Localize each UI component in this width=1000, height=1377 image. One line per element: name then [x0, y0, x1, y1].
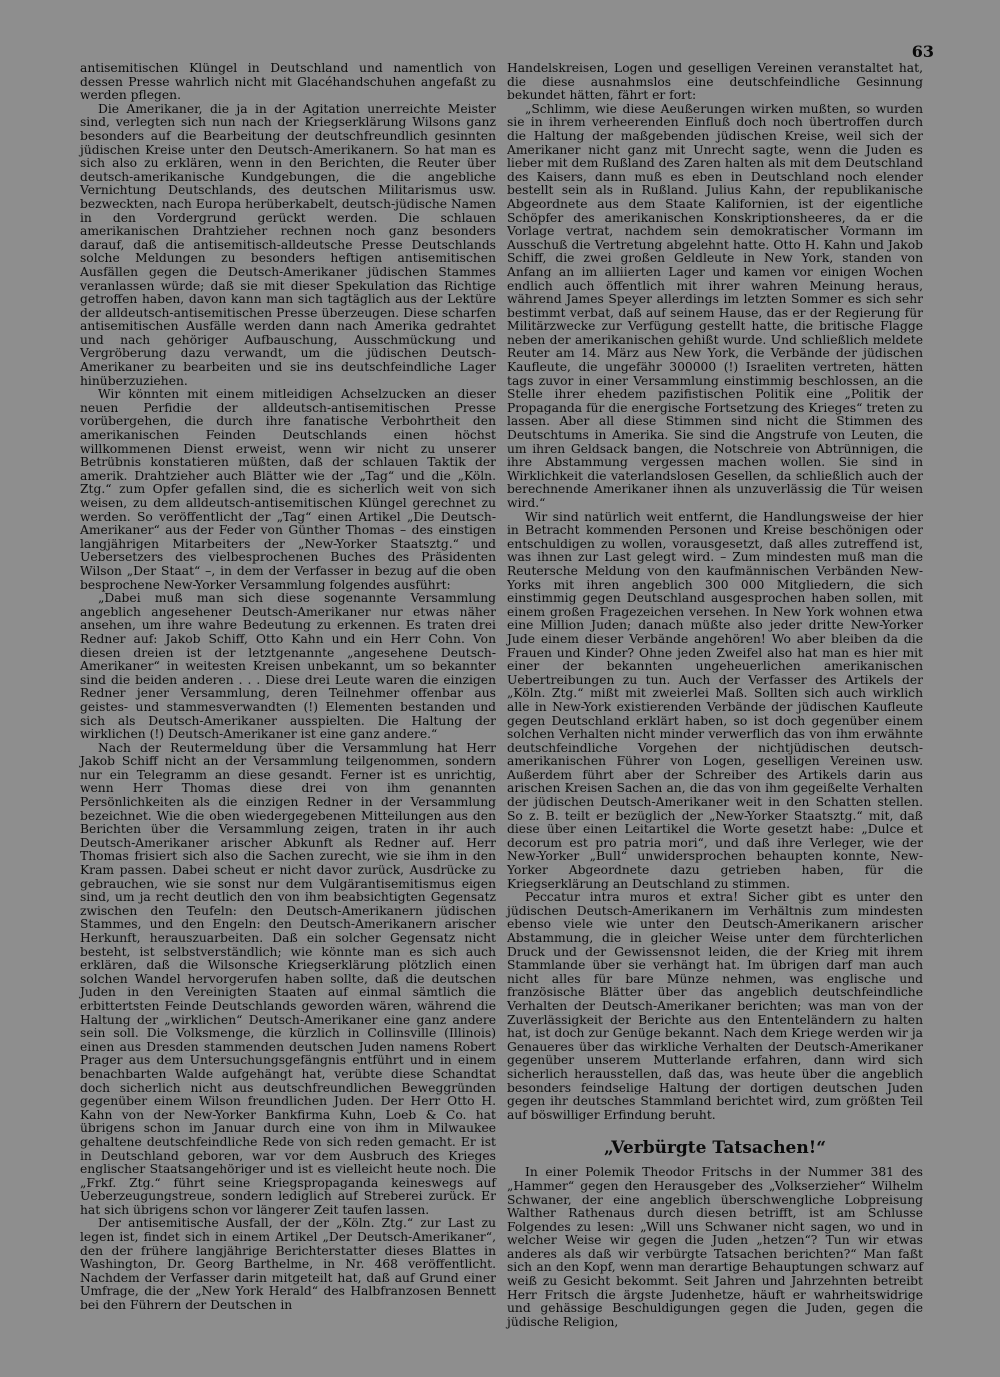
paragraph: Wir könnten mit einem mitleidigen Achselzucken an dieser neuen Perfidie der alldeutsch-antisemitischen Presse vorübergehen, die durch ihre fanatische Verbohrtheit den amerikanischen Feinden Deutschlands einen höchst willkommenen Dienst erweist, wenn wir nicht zu unserer Betrübnis konstatieren müßten, daß der schlauen Taktik der amerik. Drahtzieher auch Blätter wie der „Tag“ und die „Köln. Ztg.“ zum Opfer gefallen sind, die es sicherlich weit von sich weisen, zu dem alldeutsch-antisemitischen Klüngel gerechnet zu werden. So veröffentlicht der „Tag“ einen Artikel „Die Deutsch-Amerikaner“ aus der Feder von Günther Thomas – des einstigen langjährigen Mitarbeiters der „New-Yorker Staatsztg.“ und Uebersetzers des vielbesprochenen Buches des Präsidenten Wilson „Der Staat“ –, in dem der Verfasser in bezug auf die oben besprochene New-Yorker Versammlung folgendes ausführt: [80, 387, 496, 592]
paragraph: Wir sind natürlich weit entfernt, die Handlungsweise der hier in Betracht kommenden Personen und Kreise beschönigen oder entschuldigen zu wollen, vorausgesetzt, daß alles zutreffend ist, was ihnen zur Last gelegt wird. – Zum mindesten muß man die Reutersche Meldung von den kaufmännischen Verbänden New-Yorks mit ihren angeblich 300 000 Mitgliedern, die sich einstimmig gegen Deutschland ausgesprochen haben sollen, mit einem großen Fragezeichen versehen. In New York wohnen etwa eine Million Juden; danach müßte also jeder dritte New-Yorker Jude einem dieser Verbände angehören! Wo aber bleiben da die Frauen und Kinder? Ohne jeden Zweifel also hat man es hier mit einer der bekannten ungeheuerlichen amerikanischen Uebertreibungen zu tun. Auch der Verfasser des Artikels der „Köln. Ztg.“ mißt mit zweierlei Maß. Sollten sich auch wirklich alle in New-York existierenden Verbände der jüdischen Kaufleute gegen Deutschland erklärt haben, so ist doch gegenüber einem solchen Verhalten nicht minder verwerflich das von ihm erwähnte deutschfeindliche Vorgehen der nichtjüdischen deutsch-amerikanischen Führer von Logen, geselligen Vereinen usw. Außerdem führt aber der Schreiber des Artikels darin aus arischen Kreisen Sachen an, die das von ihm gegeißelte Verhalten der jüdischen Deutsch-Amerikaner weit in den Schatten stellen. So z. B. teilt er bezüglich der „New-Yorker Staatsztg.“ mit, daß diese über einen Leitartikel die Worte gesetzt habe: „Dulce et decorum est pro patria mori“, und daß ihre Verleger, wie der New-Yorker „Bull“ unwidersprochen behaupten konnte, New-Yorker Abgeordnete dazu getrieben haben, für die Kriegserklärung an Deutschland zu stimmen. [507, 509, 923, 891]
paragraph: Die Amerikaner, die ja in der Agitation unerreichte Meister sind, verlegten sich nun nach der Kriegserklärung Wilsons ganz besonders auf die Bearbeitung der deutschfreundlich gesinnten jüdischen Kreise unter den Deutsch-Amerikanern. So hat man es sich also zu erklären, wenn in den Berichten, die Reuter über deutsch-amerikanische Kundgebungen, die die angebliche Vernichtung Deutschlands, des deutschen Militarismus usw. bezweckten, nach Europa herüberkabelt, deutsch-jüdische Namen in den Vordergrund gerückt werden. Die schlauen amerikanischen Drahtzieher rechnen noch ganz besonders darauf, daß die antisemitisch-alldeutsche Presse Deutschlands solche Meldungen zu besonders heftigen antisemitischen Ausfällen gegen die Deutsch-Amerikaner jüdischen Stammes veranlassen würde; daß sie mit dieser Spekulation das Richtige getroffen haben, davon kann man sich tagtäglich aus der Lektüre der alldeutsch-antisemitischen Presse überzeugen. Diese scharfen antisemitischen Ausfälle werden dann nach Amerika gedrahtet und nach gehöriger Aufbauschung, Ausschmückung und Vergröberung dazu verwandt, um die jüdischen Deutsch-Amerikaner zu bearbeiten und sie ins deutschfeindliche Lager hinüberzuziehen. [80, 101, 496, 388]
quoted-paragraph: „Dabei muß man sich diese sogenannte Versammlung angeblich angesehener Deutsch-Amerikaner nur etwas näher ansehen, um ihre wahre Bedeutung zu erkennen. Es traten drei Redner auf: Jakob Schiff, Otto Kahn und ein Herr Cohn. Von diesen dreien ist der letztgenannte „angesehene Deutsch-Amerikaner“ in weitesten Kreisen unbekannt, um so bekannter sind die beiden anderen . . . Diese drei Leute waren die einzigen Redner jener Versammlung, deren Teilnehmer offenbar aus geistes- und stammesverwandten (!) Elementen bestanden und sich als Deutsch-Amerikaner ausspielten. Die Haltung der wirklichen (!) Deutsch-Amerikaner ist eine ganz andere.“ [80, 591, 496, 742]
page-number: 63 [911, 42, 934, 61]
paragraph: Handelskreisen, Logen und geselligen Vereinen veranstaltet hat, die diese ausnahmslos eine deutschfeindliche Gesinnung bekundet hätten, fährt er fort: [507, 61, 923, 103]
paragraph: antisemitischen Klüngel in Deutschland und namentlich von dessen Presse wahrlich nicht mit Glacéhandschuhen angefaßt zu werden pflegen. [80, 61, 496, 103]
paragraph: In einer Polemik Theodor Fritschs in der Nummer 381 des „Hammer“ gegen den Herausgeber des „Volkserzieher“ Wilhelm Schwaner, der eine angeblich überschwengliche Lobpreisung Walther Rathenaus durch diesen betrifft, ist am Schlusse Folgendes zu lesen: „Will uns Schwaner nicht sagen, wo und in welcher Weise wir gegen die Juden „hetzen“? Tun wir etwas anderes als daß wir verbürgte Tatsachen berichten?“ Man faßt sich an den Kopf, wenn man derartige Behauptungen schwarz auf weiß zu Gesicht bekommt. Seit Jahren und Jahrzehnten betreibt Herr Fritsch die ärgste Judenhetze, häuft er wahrheitswidrige und gehässige Beschuldigungen gegen die Juden, gegen die jüdische Religion, [507, 1165, 923, 1329]
left-column [80, 62, 496, 1313]
paragraph: Peccatur intra muros et extra! Sicher gibt es unter den jüdischen Deutsch-Amerikanern im Verhältnis zum mindesten ebenso viele wie unter den Deutsch-Amerikanern arischer Abstammung, die in gleicher Weise unter dem fürchterlichen Druck und der Gewissensnot leiden, die der Krieg mit ihrem Stammlande über sie verhängt hat. Im übrigen darf man auch nicht alles für bare Münze nehmen, was englische und französische Blätter über das angeblich deutschfeindliche Verhalten der Deutsch-Amerikaner berichten; was man von der Zuverlässigkeit der Berichte aus den Ententeländern zu halten hat, ist doch zur Genüge bekannt. Nach dem Kriege werden wir ja Genaueres über das wirkliche Verhalten der Deutsch-Amerikaner gegenüber unserem Mutterlande erfahren, dann wird sich sicherlich herausstellen, daß das, was heute über die angeblich besonders feindselige Haltung der dortigen deutschen Juden gegen ihr deutsches Stammland berichtet wird, zum größten Teil auf böswilliger Erfindung beruht. [507, 890, 923, 1122]
section-heading: „Verbürgte Tatsachen!“ [604, 1138, 826, 1159]
quoted-paragraph: „Schlimm, wie diese Aeußerungen wirken mußten, so wurden sie in ihrem verheerenden Einfluß doch noch übertroffen durch die Haltung der maßgebenden jüdischen Kreise, weil sich der Amerikaner nicht ganz mit Unrecht sagte, wenn die Juden es lieber mit dem Rußland des Zaren halten als mit dem Deutschland des Kaisers, dann muß es eben in Deutschland noch elender bestellt sein als in Rußland. Julius Kahn, der republikanische Abgeordnete aus dem Staate Kalifornien, ist der eigentliche Schöpfer des amerikanischen Konskriptionsheeres, da er die Vorlage vertrat, nachdem sein demokratischer Vormann im Ausschuß die Vertretung abgelehnt hatte. Otto H. Kahn und Jakob Schiff, die zwei großen Geldleute in New York, standen von Anfang an im alliierten Lager und kamen vor einigen Wochen endlich auch öffentlich mit ihrer wahren Meinung heraus, während James Speyer allerdings im letzten Sommer es sich sehr bestimmt verbat, daß auf seinem Hause, das er der Regierung für Militärzwecke zur Verfügung gestellt hatte, die britische Flagge neben der amerikanischen gehißt wurde. Und schließlich meldete Reuter am 14. März aus New York, die Verbände der jüdischen Kaufleute, die ungefähr 300000 (!) Israeliten vertreten, hätten tags zuvor in einer Versammlung einstimmig beschlossen, an die Stelle ihrer ehedem pazifistischen Politik eine „Politik der Propaganda für die energische Fortsetzung des Krieges“ treten zu lassen. Aber all diese Stimmen sind nicht die Stimmen des Deutschtums in Amerika. Sie sind die Angstrufe von Leuten, die um ihren Geldsack bangen, die Notschreie von Abtrünnigen, die ihre Abstammung vergessen machen wollen. Sie sind in Wirklichkeit die vaterlandslosen Gesellen, da schließlich auch der berechnende Amerikaner ihnen als unzuverlässig die Tür weisen wird.“ [507, 101, 923, 510]
paragraph: Der antisemitische Ausfall, der der „Köln. Ztg.“ zur Last zu legen ist, findet sich in einem Artikel „Der Deutsch-Amerikaner“, den der frühere langjährige Berichterstatter dieses Blattes in Washington, Dr. Georg Barthelme, in Nr. 468 veröffentlicht. Nachdem der Verfasser darin mitgeteilt hat, daß auf Grund einer Umfrage, die der „New York Herald“ des Halbfranzosen Bennett bei den Führern der Deutschen in [80, 1216, 496, 1313]
paragraph: Nach der Reutermeldung über die Versammlung hat Herr Jakob Schiff nicht an der Versammlung teilgenommen, sondern nur ein Telegramm an diese gesandt. Ferner ist es unrichtig, wenn Herr Thomas diese drei von ihm genannten Persönlichkeiten als die einzigen Redner in der Versammlung bezeichnet. Wie die oben wiedergegebenen Mitteilungen aus den Berichten über die Versammlung zeigen, traten in ihr auch Deutsch-Amerikaner arischer Abkunft als Redner auf. Herr Thomas frisiert sich also die Sachen zurecht, wie sie ihm in den Kram passen. Dabei scheut er nicht davor zurück, Ausdrücke zu gebrauchen, wie sie sonst nur dem Vulgärantisemitismus eigen sind, um ja recht deutlich den von ihm beabsichtigten Gegensatz zwischen den Teufeln: den Deutsch-Amerikanern jüdischen Stammes, und den Engeln: den Deutsch-Amerikanern arischer Herkunft, herauszuarbeiten. Daß ein solcher Gegensatz nicht besteht, ist selbstverständlich; wie könnte man es sich auch erklären, daß die Wilsonsche Kriegserklärung plötzlich einen solchen Wandel hervorgerufen haben sollte, daß die deutschen Juden in den Vereinigten Staaten auf einmal sämtlich die erbittertsten Feinde Deutschlands geworden wären, während die Haltung der „wirklichen“ Deutsch-Amerikaner eine ganz andere sein soll. Die Volksmenge, die kürzlich in Collinsville (Illinois) einen aus Dresden stammenden deutschen Juden namens Robert Prager aus dem Untersuchungsgefängnis entführt und in einem benachbarten Walde aufgehängt hat, verübte diese Schandtat doch sicherlich nicht aus deutschfreundlichen Beweggründen gegenüber einem Wilson freundlichen Juden. Der Herr Otto H. Kahn von der New-Yorker Bankfirma Kuhn, Loeb & Co. hat übrigens schon im Januar durch eine von ihm in Milwaukee gehaltene deutschfeindliche Rede von sich reden gemacht. Er ist in Deutschland geboren, war vor dem Ausbruch des Krieges englischer Staatsangehöriger und ist es vielleicht heute noch. Die „Frkf. Ztg.“ führt seine Kriegspropaganda keineswegs auf Ueberzeugungstreue, sondern lediglich auf Streberei zurück. Er hat sich übrigens schon vor längerer Zeit taufen lassen. [80, 740, 496, 1217]
right-column [507, 62, 923, 1329]
